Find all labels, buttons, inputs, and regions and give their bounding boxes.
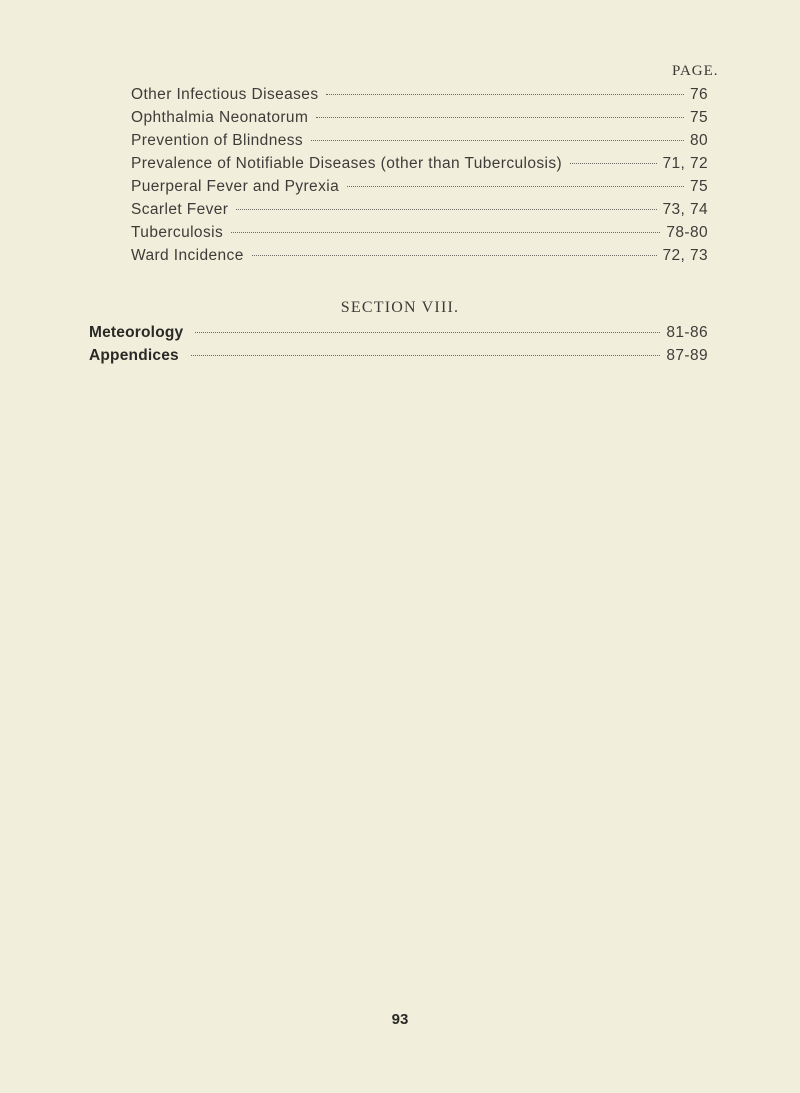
page-column-label: PAGE. <box>672 63 719 79</box>
toc-entry <box>131 86 708 108</box>
toc-entry-page: 75 <box>689 109 708 126</box>
toc-entry-page: 71, 72 <box>662 155 708 172</box>
dot-leader <box>311 140 684 141</box>
toc-entry-title: Tuberculosis <box>131 224 224 241</box>
toc-entry-title: Prevention of Blindness <box>131 132 304 149</box>
toc-entry-page: 75 <box>689 178 708 195</box>
dot-leader <box>231 232 660 233</box>
section-heading: SECTION VIII. <box>340 299 460 316</box>
toc-entry-title: Ward Incidence <box>131 247 244 264</box>
dot-leader <box>195 332 660 333</box>
toc-entry-bold <box>89 324 708 346</box>
dot-leader <box>191 355 660 356</box>
dot-leader <box>252 255 657 256</box>
toc-entry-title: Puerperal Fever and Pyrexia <box>131 178 340 195</box>
toc-entry-bold <box>89 347 708 369</box>
page-number: 93 <box>391 1011 409 1028</box>
toc-entry-page: 87-89 <box>666 347 708 364</box>
dot-leader <box>326 94 683 95</box>
toc-entry-title: Meteorology <box>89 324 184 341</box>
dot-leader <box>316 117 684 118</box>
toc-entry-page: 73, 74 <box>662 201 708 218</box>
toc-entry-page: 78-80 <box>666 224 708 241</box>
toc-entry-title: Appendices <box>89 347 179 364</box>
toc-entry-title: Prevalence of Notifiable Diseases (other than Tuberculosis) <box>131 155 563 172</box>
dot-leader <box>347 186 684 187</box>
toc-entry <box>131 178 708 200</box>
toc-entry-page: 72, 73 <box>662 247 708 264</box>
toc-entry-page: 80 <box>689 132 708 149</box>
toc-entry <box>131 132 708 154</box>
toc-entry-title: Scarlet Fever <box>131 201 229 218</box>
toc-entry <box>131 109 708 131</box>
toc-entry-title: Other Infectious Diseases <box>131 86 319 103</box>
dot-leader <box>236 209 656 210</box>
dot-leader <box>570 163 656 164</box>
toc-entry <box>131 155 708 177</box>
toc-entry <box>131 247 708 269</box>
toc-entry-page: 76 <box>689 86 708 103</box>
toc-entry-title: Ophthalmia Neonatorum <box>131 109 309 126</box>
toc-entry-page: 81-86 <box>666 324 708 341</box>
toc-entry <box>131 201 708 223</box>
toc-entry <box>131 224 708 246</box>
